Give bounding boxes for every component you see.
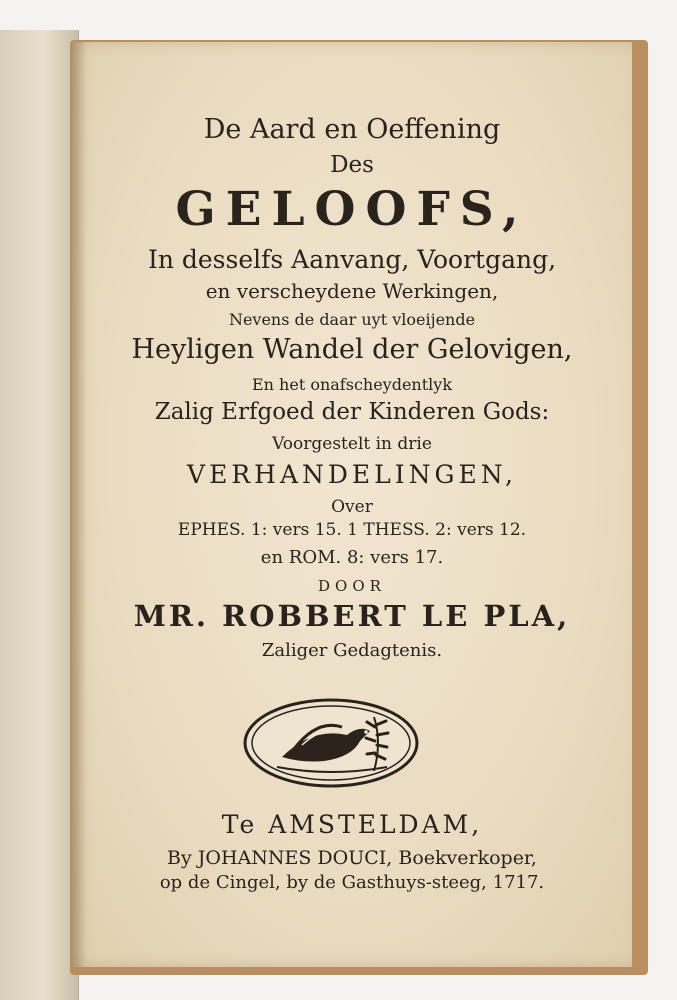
title-line-1: De Aard en Oeffening — [203, 114, 501, 145]
scripture-references-1: EPHES. 1: vers 15. 1 THESS. 2: vers 12. — [177, 520, 527, 540]
treatises-heading: VERHANDELINGEN, — [187, 460, 517, 489]
scripture-references-2: en ROM. 8: vers 17. — [260, 547, 444, 568]
imprint-city: Te AMSTELDAM, — [221, 810, 483, 839]
subtitle-line-5: En het onafscheydentlyk — [251, 375, 453, 394]
subtitle-line-6: Zalig Erfgoed der Kinderen Gods: — [154, 399, 550, 425]
door-line: DOOR — [318, 577, 386, 595]
title-main-word: GELOOFS, — [175, 182, 529, 237]
author-name: MR. ROBBERT LE PLA, — [133, 599, 571, 633]
subtitle-line-2: en verscheydene Werkingen, — [205, 279, 499, 303]
over-line: Over — [331, 497, 373, 517]
book-spine-left-page — [0, 30, 79, 1000]
subtitle-line-1: In desselfs Aanvang, Voortgang, — [147, 245, 557, 274]
title-line-2: Des — [330, 152, 374, 178]
imprint-printer: By JOHANNES DOUCI, Boekverkoper, — [167, 847, 537, 869]
imprint-address-year: op de Cingel, by de Gasthuys-steeg, 1717. — [159, 872, 545, 893]
title-page — [72, 42, 632, 967]
dove-with-olive-branch-icon — [242, 697, 420, 789]
author-epithet: Zaliger Gedagtenis. — [261, 640, 443, 661]
subtitle-line-4: Heyligen Wandel der Gelovigen, — [131, 334, 573, 365]
subtitle-line-3: Nevens de daar uyt vloeijende — [228, 310, 476, 329]
subtitle-line-7: Voorgestelt in drie — [272, 434, 432, 454]
